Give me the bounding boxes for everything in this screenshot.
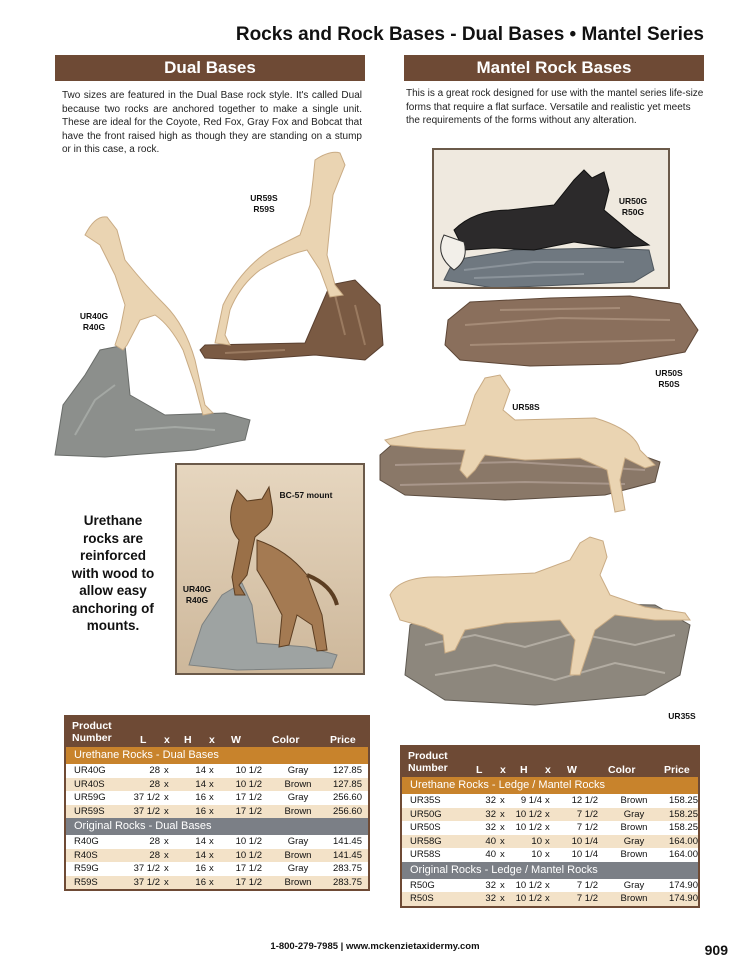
table-cell: R40S [74, 849, 98, 861]
table-cell: x [500, 835, 505, 847]
table-cell: x [500, 849, 505, 860]
table-row [66, 764, 368, 778]
table-cell: 10 1/2 [235, 778, 262, 790]
table-cell: 10 1/2 [515, 808, 542, 820]
ur58s-form-on-rock-image [375, 370, 670, 520]
table-cell: 174.90 [668, 879, 698, 891]
table-cell: x [500, 808, 505, 820]
table-cell: 10 1/4 [571, 835, 598, 847]
table-cell: x [164, 849, 169, 861]
mantel-rock-bases-header: Mantel Rock Bases [404, 55, 704, 81]
table-cell: Brown [620, 795, 648, 806]
table-cell: 10 1/2 [515, 879, 542, 891]
table-cell: 141.45 [332, 836, 362, 847]
table-cell: 40 [485, 835, 496, 847]
table-row [66, 778, 368, 792]
table-cell: 256.60 [332, 792, 362, 803]
table-cell: x [209, 778, 214, 790]
table-cell: x [500, 893, 505, 904]
table-cell: x [164, 805, 169, 817]
group-band: Urethane Rocks - Ledge / Mantel Rocks [402, 777, 698, 794]
table-cell: Gray [623, 808, 645, 820]
mantel-description: This is a great rock designed for use with the mantel series life-size forms that require a flat surface. Versatile and realistic yet meets the requirements of the forms without any alteration. [406, 88, 704, 126]
table-cell: 12 1/2 [571, 795, 598, 806]
table-cell: Brown [620, 822, 648, 833]
table-cell: UR40S [74, 778, 105, 790]
table-cell: 9 1/4 [520, 795, 542, 806]
table-cell: x [209, 876, 214, 888]
table-cell: x [164, 876, 169, 888]
table-cell: R59G [74, 863, 99, 874]
table-cell: R40G [74, 836, 99, 847]
table-cell: 28 [149, 849, 160, 861]
table-cell: 127.85 [332, 765, 362, 776]
fox-on-rock-image [434, 150, 670, 289]
table-cell: x [545, 893, 550, 904]
table-cell: 17 1/2 [235, 805, 262, 817]
table-cell: Gray [287, 863, 309, 874]
table-row [402, 835, 698, 849]
table-cell: x [545, 822, 550, 833]
table-cell: 7 1/2 [576, 879, 598, 891]
table-cell: UR58G [410, 835, 442, 847]
label-bc57: BC-57 mount [279, 490, 333, 500]
table-cell: 14 [195, 849, 206, 861]
table-cell: 37 1/2 [133, 805, 160, 817]
table-cell: x [164, 792, 169, 803]
table-cell: UR58S [410, 849, 441, 860]
table-cell: x [209, 805, 214, 817]
table-cell: 127.85 [332, 778, 362, 790]
table-cell: x [209, 836, 214, 847]
table-cell: 10 1/2 [235, 836, 262, 847]
table-cell: x [164, 778, 169, 790]
dual-bases-description: Two sizes are featured in the Dual Base rock style. It's called Dual because two rocks are anchored together to make a single unit. These are ideal for the Coyote, Red Fox, Gray Fox and Bobcat that have the front raised high as though they are standing on a stump or in this case, a rock. [62, 90, 362, 155]
table-cell: 14 [195, 765, 206, 776]
table-row [66, 876, 368, 890]
table-row [402, 821, 698, 835]
table-cell: x [209, 849, 214, 861]
label-ur50s: UR50S R50S [655, 368, 683, 389]
table-cell: R50G [410, 879, 435, 891]
table-cell: UR40G [74, 765, 106, 776]
table-cell: 7 1/2 [576, 808, 598, 820]
table-cell: Brown [620, 893, 648, 904]
table-cell: x [545, 795, 550, 806]
table-cell: 10 [531, 849, 542, 860]
dual-bases-price-table [64, 715, 370, 891]
table-row [402, 794, 698, 808]
table-cell: 17 1/2 [235, 863, 262, 874]
table-cell: 32 [485, 795, 496, 806]
table-cell: Brown [284, 805, 312, 817]
table-cell: Gray [623, 835, 645, 847]
table-cell: UR35S [410, 795, 441, 806]
table-cell: R50S [410, 893, 434, 904]
table-cell: x [545, 808, 550, 820]
table-cell: Brown [620, 849, 648, 860]
table-cell: 174.90 [668, 893, 698, 904]
group-band: Original Rocks - Ledge / Mantel Rocks [402, 862, 698, 879]
label-bobcat-ur40g: UR40G R40G [182, 584, 212, 605]
table-cell: 283.75 [332, 876, 362, 888]
table-cell: 164.00 [668, 849, 698, 860]
table-row [402, 808, 698, 822]
table-cell: 10 1/2 [235, 849, 262, 861]
table-cell: x [209, 765, 214, 776]
table-header: Product Number L x H x W Color Price [402, 747, 698, 777]
table-cell: 164.00 [668, 835, 698, 847]
table-cell: 10 1/4 [571, 849, 598, 860]
table-cell: UR59S [74, 805, 105, 817]
table-cell: 256.60 [332, 805, 362, 817]
table-cell: 28 [149, 778, 160, 790]
table-cell: Gray [287, 765, 309, 776]
table-cell: 10 1/2 [515, 822, 542, 833]
table-row [66, 791, 368, 805]
table-cell: Gray [623, 879, 645, 891]
table-cell: 40 [485, 849, 496, 860]
table-cell: x [500, 822, 505, 833]
table-cell: 32 [485, 879, 496, 891]
brown-ledge-rock-image [440, 290, 702, 370]
fox-mantel-photo [432, 148, 670, 289]
label-ur58s: UR58S [512, 402, 540, 412]
table-row [66, 849, 368, 863]
table-cell: 37 1/2 [133, 876, 160, 888]
table-cell: R59S [74, 876, 98, 888]
table-cell: Brown [284, 778, 312, 790]
table-cell: 158.25 [668, 795, 698, 806]
table-cell: x [545, 835, 550, 847]
group-band: Original Rocks - Dual Bases [66, 818, 368, 835]
group-band: Urethane Rocks - Dual Bases [66, 747, 368, 764]
table-row [402, 848, 698, 862]
table-cell: x [164, 836, 169, 847]
label-ur50g: UR50G R50G [618, 196, 648, 217]
dual-base-forms-image [45, 145, 390, 465]
table-cell: 16 [195, 876, 206, 888]
table-cell: Gray [287, 836, 309, 847]
table-cell: 158.25 [668, 822, 698, 833]
table-cell: 158.25 [668, 808, 698, 820]
table-cell: Gray [287, 792, 309, 803]
table-cell: 28 [149, 765, 160, 776]
page-title: Rocks and Rock Bases - Dual Bases • Mantel Series [235, 24, 704, 45]
table-cell: 7 1/2 [576, 893, 598, 904]
table-row [402, 892, 698, 906]
label-ur40g: UR40G R40G [79, 311, 109, 332]
table-row [66, 835, 368, 849]
table-cell: 14 [195, 836, 206, 847]
table-cell: 141.45 [332, 849, 362, 861]
ur35s-form-on-rock-image [385, 535, 695, 710]
table-cell: 10 1/2 [515, 893, 542, 904]
table-cell: x [164, 863, 169, 874]
page-number: 909 [704, 942, 728, 958]
table-cell: UR50S [410, 822, 441, 833]
table-cell: 10 1/2 [235, 765, 262, 776]
table-cell: 32 [485, 822, 496, 833]
table-cell: 283.75 [332, 863, 362, 874]
label-ur59s: UR59S R59S [250, 193, 278, 214]
table-cell: 37 1/2 [133, 792, 160, 803]
table-cell: 16 [195, 792, 206, 803]
label-ur35s: UR35S [668, 711, 696, 721]
table-cell: Brown [284, 849, 312, 861]
table-cell: 10 [531, 835, 542, 847]
mantel-price-table [400, 745, 700, 908]
table-cell: x [209, 863, 214, 874]
table-cell: 32 [485, 893, 496, 904]
table-cell: 7 1/2 [576, 822, 598, 833]
table-row [402, 879, 698, 893]
table-cell: UR50G [410, 808, 442, 820]
table-cell: x [164, 765, 169, 776]
table-row [66, 805, 368, 819]
table-cell: 37 1/2 [133, 863, 160, 874]
table-row [66, 862, 368, 876]
dual-bases-header: Dual Bases [55, 55, 365, 81]
table-cell: Brown [284, 876, 312, 888]
table-cell: 32 [485, 808, 496, 820]
urethane-callout: Urethane rocks are reinforced with wood to allow easy anchoring of mounts. [71, 513, 155, 633]
table-cell: 14 [195, 778, 206, 790]
table-cell: 16 [195, 805, 206, 817]
table-cell: x [545, 849, 550, 860]
table-cell: 17 1/2 [235, 792, 262, 803]
table-cell: 16 [195, 863, 206, 874]
table-cell: x [500, 795, 505, 806]
table-cell: 28 [149, 836, 160, 847]
table-cell: UR59G [74, 792, 106, 803]
table-cell: x [209, 792, 214, 803]
footer-contact: 1-800-279-7985 | www.mckenzietaxidermy.com [270, 941, 480, 952]
table-cell: x [500, 879, 505, 891]
table-cell: 17 1/2 [235, 876, 262, 888]
table-cell: x [545, 879, 550, 891]
table-header: Product Number L x H x W Color Price [66, 717, 368, 747]
